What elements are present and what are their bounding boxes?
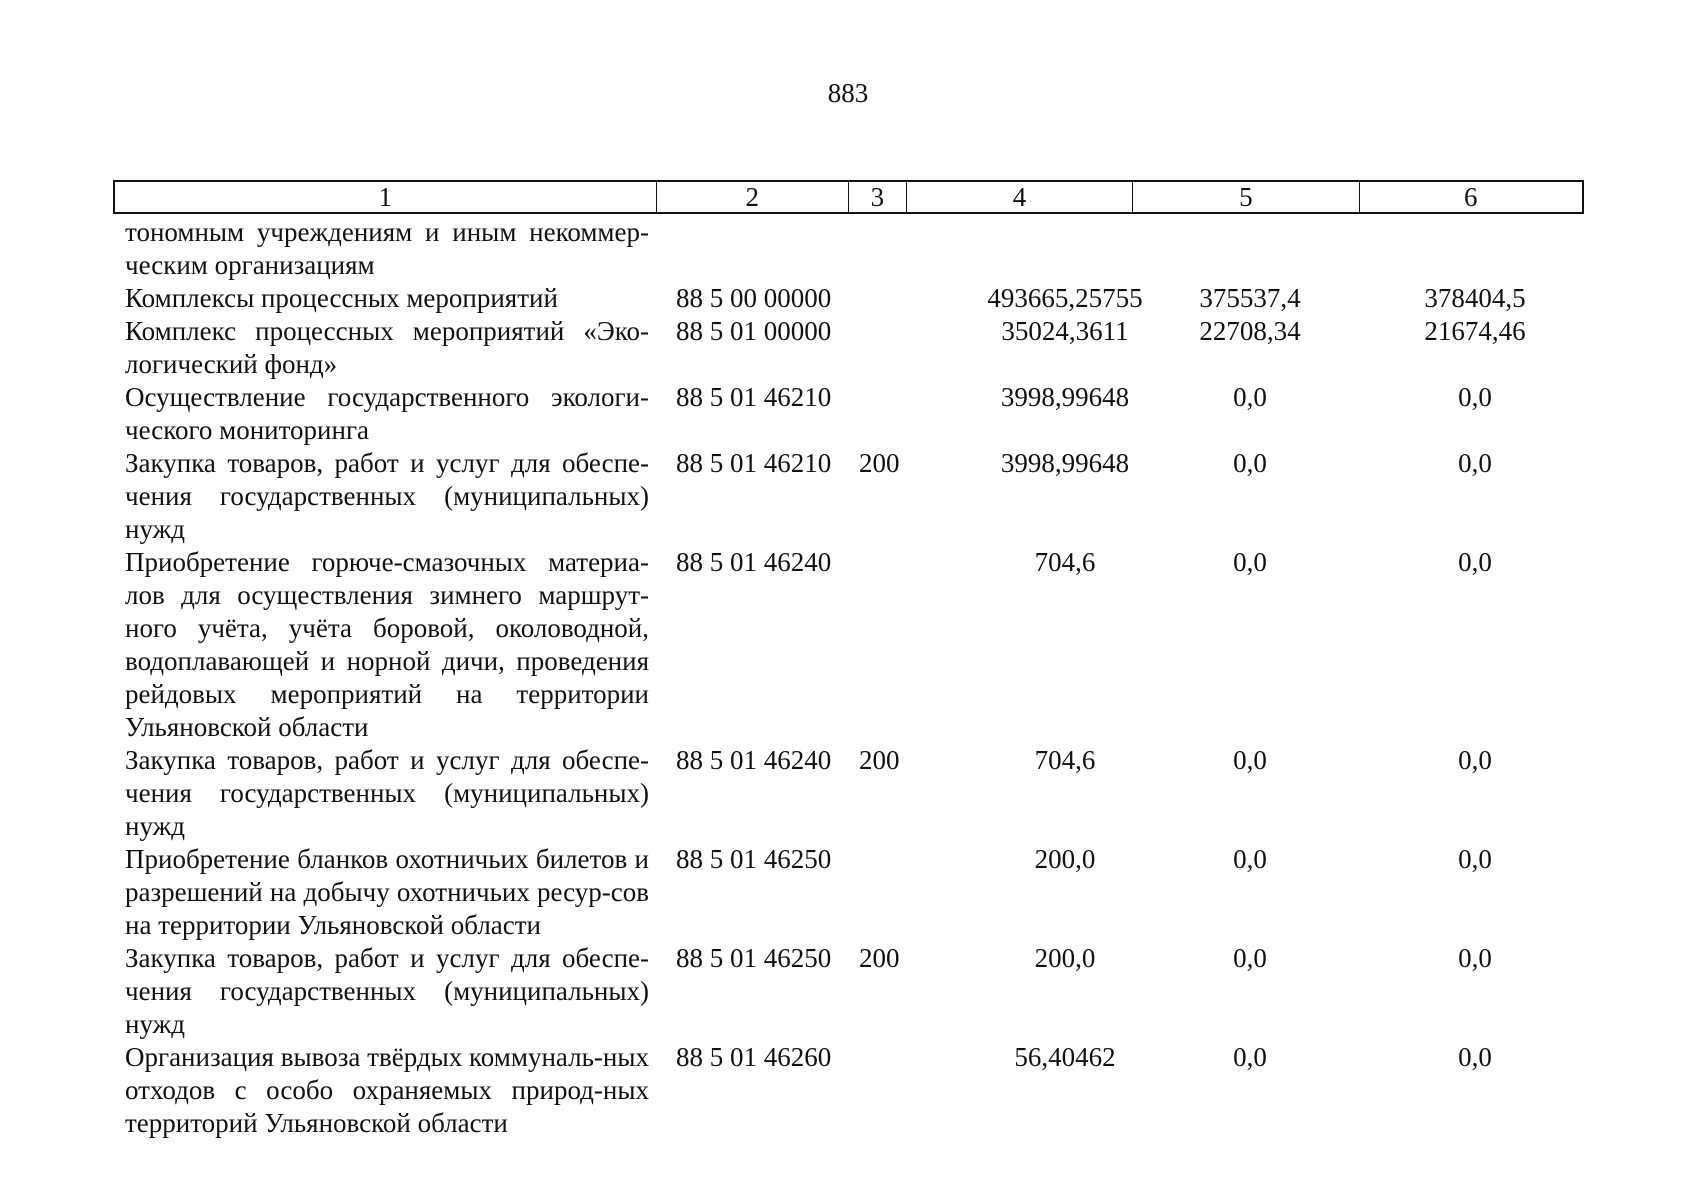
row-value-col5: 0,0 bbox=[1233, 745, 1267, 775]
header-col-5: 5 bbox=[1133, 182, 1359, 212]
row-value-col4: 704,6 bbox=[1034, 745, 1096, 775]
row-value-col5: 0,0 bbox=[1233, 1042, 1267, 1072]
row-name: Осуществление государственного экологи-ческого мониторинга bbox=[125, 382, 649, 445]
header-col-1: 1 bbox=[115, 182, 657, 212]
row-code: 88 5 00 00000 bbox=[676, 283, 832, 313]
row-name: Комплексы процессных мероприятий bbox=[125, 283, 558, 313]
row-expense-type: 200 bbox=[859, 448, 900, 478]
table-row bbox=[0, 546, 1696, 744]
table-row bbox=[0, 942, 1696, 1041]
table-row bbox=[0, 216, 1696, 282]
page-number: 883 bbox=[827, 78, 869, 108]
row-expense-type: 200 bbox=[859, 943, 900, 973]
row-value-col5: 22708,34 bbox=[1199, 316, 1301, 346]
row-value-col4: 200,0 bbox=[1034, 844, 1096, 874]
table-row bbox=[0, 1041, 1696, 1140]
row-value-col6: 0,0 bbox=[1458, 943, 1492, 973]
row-value-col4: 493665,25755 bbox=[987, 283, 1143, 313]
row-name: Закупка товаров, работ и услуг для обеспе-чения государственных (муниципальных) нужд bbox=[125, 745, 649, 841]
row-code: 88 5 01 46250 bbox=[676, 844, 832, 874]
row-value-col6: 0,0 bbox=[1458, 448, 1492, 478]
row-name: Приобретение бланков охотничьих билетов и разрешений на добычу охотничьих ресур-сов на территории Ульяновской области bbox=[125, 844, 649, 940]
row-code: 88 5 01 46210 bbox=[676, 382, 832, 412]
row-code: 88 5 01 00000 bbox=[676, 316, 832, 346]
row-value-col6: 0,0 bbox=[1458, 547, 1492, 577]
row-name: Закупка товаров, работ и услуг для обеспе-чения государственных (муниципальных) нужд bbox=[125, 943, 649, 1039]
row-value-col4: 3998,99648 bbox=[1000, 382, 1130, 412]
row-code: 88 5 01 46240 bbox=[676, 547, 832, 577]
row-code: 88 5 01 46210 bbox=[676, 448, 832, 478]
row-value-col6: 0,0 bbox=[1458, 844, 1492, 874]
table-body bbox=[0, 216, 1696, 1140]
row-name: Закупка товаров, работ и услуг для обеспе-чения государственных (муниципальных) нужд bbox=[125, 448, 649, 544]
row-value-col6: 21674,46 bbox=[1424, 316, 1526, 346]
table-row bbox=[0, 843, 1696, 942]
header-col-2: 2 bbox=[657, 182, 849, 212]
row-name: Организация вывоза твёрдых коммуналь-ных отходов с особо охраняемых природ-ных территорий Ульяновской области bbox=[125, 1042, 649, 1138]
row-name: Приобретение горюче-смазочных материа-лов для осуществления зимнего маршрут-ного учёта, учёта боровой, околоводной, водоплавающей и норной дичи, проведения рейдовых мероприятий на территории Ульяновской области bbox=[125, 547, 649, 742]
row-name: Комплекс процессных мероприятий «Эко-логический фонд» bbox=[125, 316, 649, 379]
table-row bbox=[0, 315, 1696, 381]
row-code: 88 5 01 46260 bbox=[676, 1042, 832, 1072]
row-value-col4: 3998,99648 bbox=[1000, 448, 1130, 478]
table-row bbox=[0, 381, 1696, 447]
row-value-col4: 56,40462 bbox=[1014, 1042, 1116, 1072]
row-value-col6: 0,0 bbox=[1458, 382, 1492, 412]
table-row bbox=[0, 282, 1696, 315]
table-header bbox=[113, 180, 1584, 214]
row-value-col4: 704,6 bbox=[1034, 547, 1096, 577]
row-value-col5: 0,0 bbox=[1233, 943, 1267, 973]
row-value-col6: 0,0 bbox=[1458, 745, 1492, 775]
row-value-col5: 0,0 bbox=[1233, 448, 1267, 478]
table-row bbox=[0, 744, 1696, 843]
row-value-col6: 378404,5 bbox=[1424, 283, 1526, 313]
header-col-4: 4 bbox=[907, 182, 1133, 212]
row-value-col6: 0,0 bbox=[1458, 1042, 1492, 1072]
row-value-col4: 200,0 bbox=[1034, 943, 1096, 973]
row-value-col5: 375537,4 bbox=[1199, 283, 1301, 313]
row-value-col4: 35024,3611 bbox=[1001, 316, 1129, 346]
header-col-6: 6 bbox=[1464, 182, 1478, 212]
row-value-col5: 0,0 bbox=[1233, 844, 1267, 874]
row-code: 88 5 01 46240 bbox=[676, 745, 832, 775]
row-code: 88 5 01 46250 bbox=[676, 943, 832, 973]
table-row bbox=[0, 447, 1696, 546]
row-value-col5: 0,0 bbox=[1233, 547, 1267, 577]
row-value-col5: 0,0 bbox=[1233, 382, 1267, 412]
row-expense-type: 200 bbox=[859, 745, 900, 775]
row-name: тономным учреждениям и иным некоммер-ческим организациям bbox=[125, 217, 649, 280]
header-col-3: 3 bbox=[849, 182, 907, 212]
